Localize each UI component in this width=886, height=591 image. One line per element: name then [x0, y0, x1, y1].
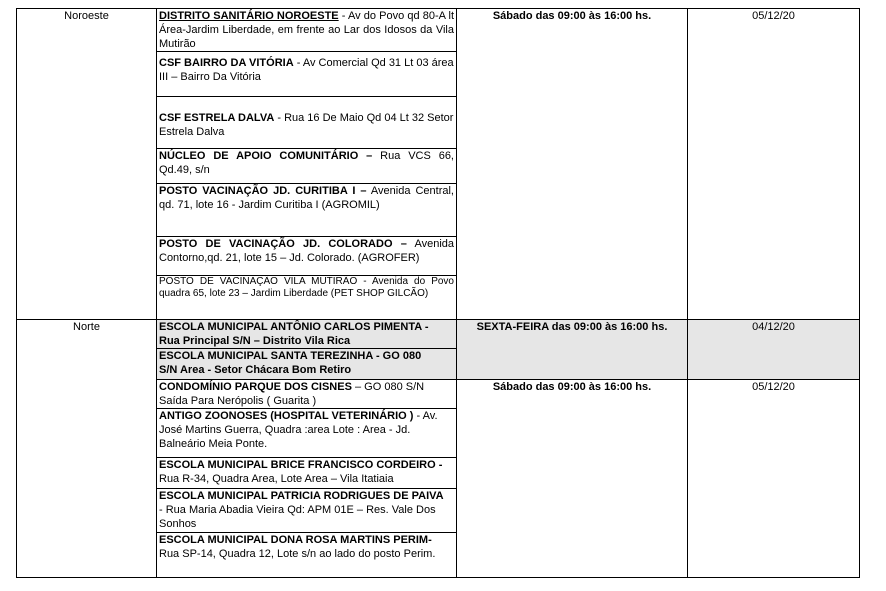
- region-cell: [17, 9, 157, 320]
- date-cell: [688, 380, 860, 578]
- location-address: - Rua 16 De Maio Qd 04 Lt 32 Setor Estrela Dalva: [159, 112, 454, 138]
- location-name: DISTRITO SANITÁRIO NOROESTE: [159, 10, 339, 22]
- location-name: NÚCLEO DE APOIO COMUNITÁRIO –: [159, 150, 373, 162]
- location-address: Rua SP-14, Quadra 12, Lote s/n ao lado do posto Perim.: [159, 548, 436, 560]
- location-cell: [157, 409, 457, 458]
- location-address: Rua R-34, Quadra Area, Lote Area – Vila Itatiaia: [159, 473, 394, 485]
- table-row: [17, 320, 860, 349]
- region-label: Noroeste: [64, 10, 109, 22]
- location-cell: [157, 149, 457, 184]
- location-cell: [157, 97, 457, 149]
- location-address: Rua VCS 66, Qd.49, s/n: [159, 150, 454, 176]
- location-cell: [157, 320, 457, 349]
- schedule-cell: [457, 9, 688, 320]
- location-cell: [157, 52, 457, 97]
- location-name: ESCOLA MUNICIPAL ANTÔNIO CARLOS PIMENTA -: [159, 321, 429, 333]
- location-name: ESCOLA MUNICIPAL PATRICIA RODRIGUES DE PAIVA: [159, 490, 444, 502]
- location-address: Avenida Contorno,qd. 21, lote 15 – Jd. Colorado. (AGROFER): [159, 238, 454, 264]
- schedule-text: Sábado das 09:00 às 16:00 hs.: [492, 381, 652, 393]
- location-name: CONDOMÍNIO PARQUE DOS CISNES: [159, 381, 352, 393]
- location-address: - Av Comercial Qd 31 Lt 03 área III – Bairro Da Vitória: [159, 57, 454, 83]
- location-name: ESCOLA MUNICIPAL SANTA TEREZINHA - GO 080: [159, 350, 422, 362]
- date-cell: [688, 320, 860, 380]
- location-name: ESCOLA MUNICIPAL BRICE FRANCISCO CORDEIRO -: [159, 459, 443, 471]
- location-cell: [157, 489, 457, 533]
- region-cell: [17, 320, 157, 578]
- location-name: CSF BAIRRO DA VITÓRIA: [159, 57, 294, 69]
- location-cell: [157, 276, 457, 320]
- location-cell: [157, 349, 457, 380]
- location-address: - Av. José Martins Guerra, Quadra :area Lote : Area - Jd. Balneário Meia Ponte.: [159, 410, 438, 450]
- date-text: 04/12/20: [752, 321, 795, 333]
- location-address: - Av do Povo qd 80-A lt Área-Jardim Liberdade, em frente ao Lar dos Idosos da Vila Mutirão: [159, 10, 454, 50]
- location-name: POSTO DE VACINAÇÃO JD. COLORADO –: [159, 238, 407, 250]
- date-text: 05/12/20: [752, 10, 795, 22]
- location-address: Avenida Central, qd. 71, lote 16 - Jardim Curitiba I (AGROMIL): [159, 185, 454, 211]
- schedule-cell: [457, 320, 688, 380]
- location-cell: [157, 184, 457, 237]
- location-name: CSF ESTRELA DALVA: [159, 112, 275, 124]
- location-name: ESCOLA MUNICIPAL DONA ROSA MARTINS PERIM-: [159, 534, 432, 546]
- location-name: ANTIGO ZOONOSES (HOSPITAL VETERINÁRIO ): [159, 410, 414, 422]
- location-cell: [157, 380, 457, 409]
- location-address: – GO 080 S/N Saída Para Nerópolis ( Guarita ): [159, 381, 425, 407]
- vaccination-schedule-table: [16, 8, 860, 578]
- location-address: Rua Principal S/N – Distrito Vila Rica: [159, 335, 351, 347]
- location-cell: [157, 237, 457, 276]
- date-text: 05/12/20: [752, 381, 795, 393]
- schedule-text: SEXTA-FEIRA das 09:00 às 16:00 hs.: [476, 321, 668, 333]
- table-row: [17, 9, 860, 52]
- schedule-cell: [457, 380, 688, 578]
- location-cell: [157, 458, 457, 489]
- location-address: - Rua Maria Abadia Vieira Qd: APM 01E – Res. Vale Dos Sonhos: [159, 504, 436, 530]
- location-name: POSTO VACINAÇÃO JD. CURITIBA I –: [159, 185, 367, 197]
- date-cell: [688, 9, 860, 320]
- location-address: POSTO DE VACINAÇÃO VILA MUTIRÃO - Avenida do Povo quadra 65, lote 23 – Jardim Liberdade (PET SHOP GILCÃO): [159, 276, 454, 299]
- schedule-text: Sábado das 09:00 às 16:00 hs.: [492, 10, 652, 22]
- location-cell: [157, 9, 457, 52]
- location-cell: [157, 533, 457, 578]
- region-label: Norte: [73, 321, 100, 333]
- location-address: S/N Area - Setor Chácara Bom Retiro: [159, 364, 352, 376]
